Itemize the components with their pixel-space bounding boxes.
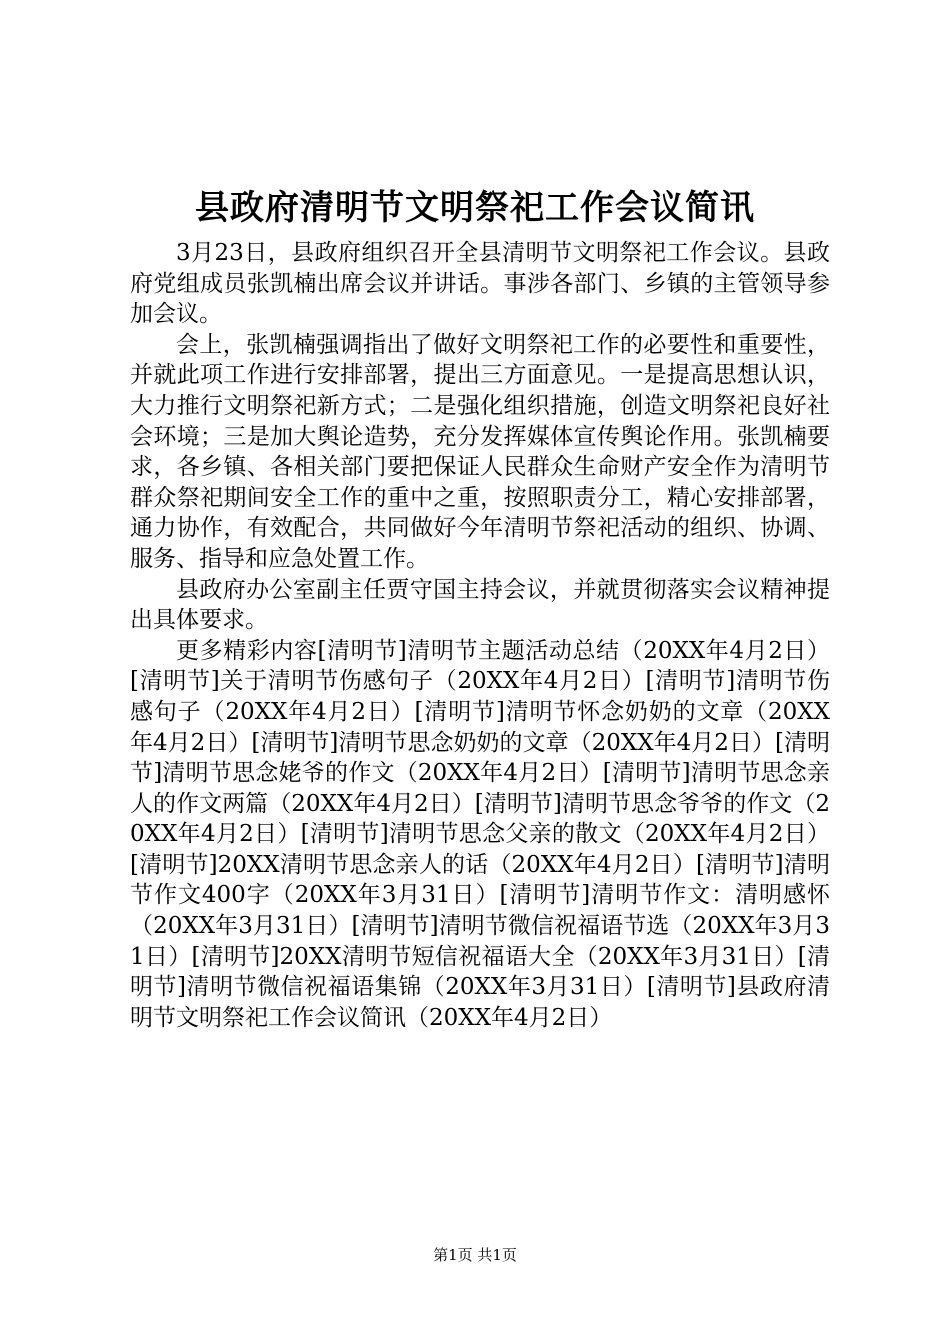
paragraph-related-articles: 更多精彩内容[清明节]清明节主题活动总结（20XX年4月2日）[清明节]关于清明节伤感句子（20XX年4月2日）[清明节]清明节伤感句子（20XX年4月2日）[清明节]清明节怀念奶奶的文章（20XX年4月2日）[清明节]清明节思念奶奶的文章（20XX年4月2日）[清明节]清明节思念姥爷的作文（20XX年4月2日）[清明节]清明节思念亲人的作文两篇（20XX年4月2日）[清明节]清明节思念爷爷的作文（20XX年4月2日）[清明节]清明节思念父亲的散文（20XX年4月2日）[清明节]20XX清明节思念亲人的话（20XX年4月2日）[清明节]清明节作文400字（20XX年3月31日）[清明节]清明节作文：清明感怀（20XX年3月31日）[清明节]清明节微信祝福语节选（20XX年3月31日）[清明节]20XX清明节短信祝福语大全（20XX年3月31日）[清明节]清明节微信祝福语集锦（20XX年3月31日）[清明节]县政府清明节文明祭祀工作会议简讯（20XX年4月2日） xyxy=(130,637,830,1031)
paragraph-meeting-details: 会上，张凯楠强调指出了做好文明祭祀工作的必要性和重要性，并就此项工作进行安排部署，提出三方面意见。一是提高思想认识，大力推行文明祭祀新方式；二是强化组织措施，创造文明祭祀良好社会环境；三是加大舆论造势，充分发挥媒体宣传舆论作用。张凯楠要求，各乡镇、各相关部门要把保证人民群众生命财产安全作为清明节群众祭祀期间安全工作的重中之重，按照职责分工，精心安排部署，通力协作，有效配合，共同做好今年清明节祭祀活动的组织、协调、服务、指导和应急处置工作。 xyxy=(130,331,830,572)
paragraph-meeting-host: 县政府办公室副主任贾守国主持会议，并就贯彻落实会议精神提出具体要求。 xyxy=(130,576,830,634)
document-title: 县政府清明节文明祭祀工作会议简讯 xyxy=(195,188,755,228)
document-body xyxy=(130,238,830,1033)
page-footer: 第1页 共1页 xyxy=(433,1246,517,1264)
paragraph-meeting-intro: 3月23日，县政府组织召开全县清明节文明祭祀工作会议。县政府党组成员张凯楠出席会议并讲话。事涉各部门、乡镇的主管领导参加会议。 xyxy=(130,240,830,328)
